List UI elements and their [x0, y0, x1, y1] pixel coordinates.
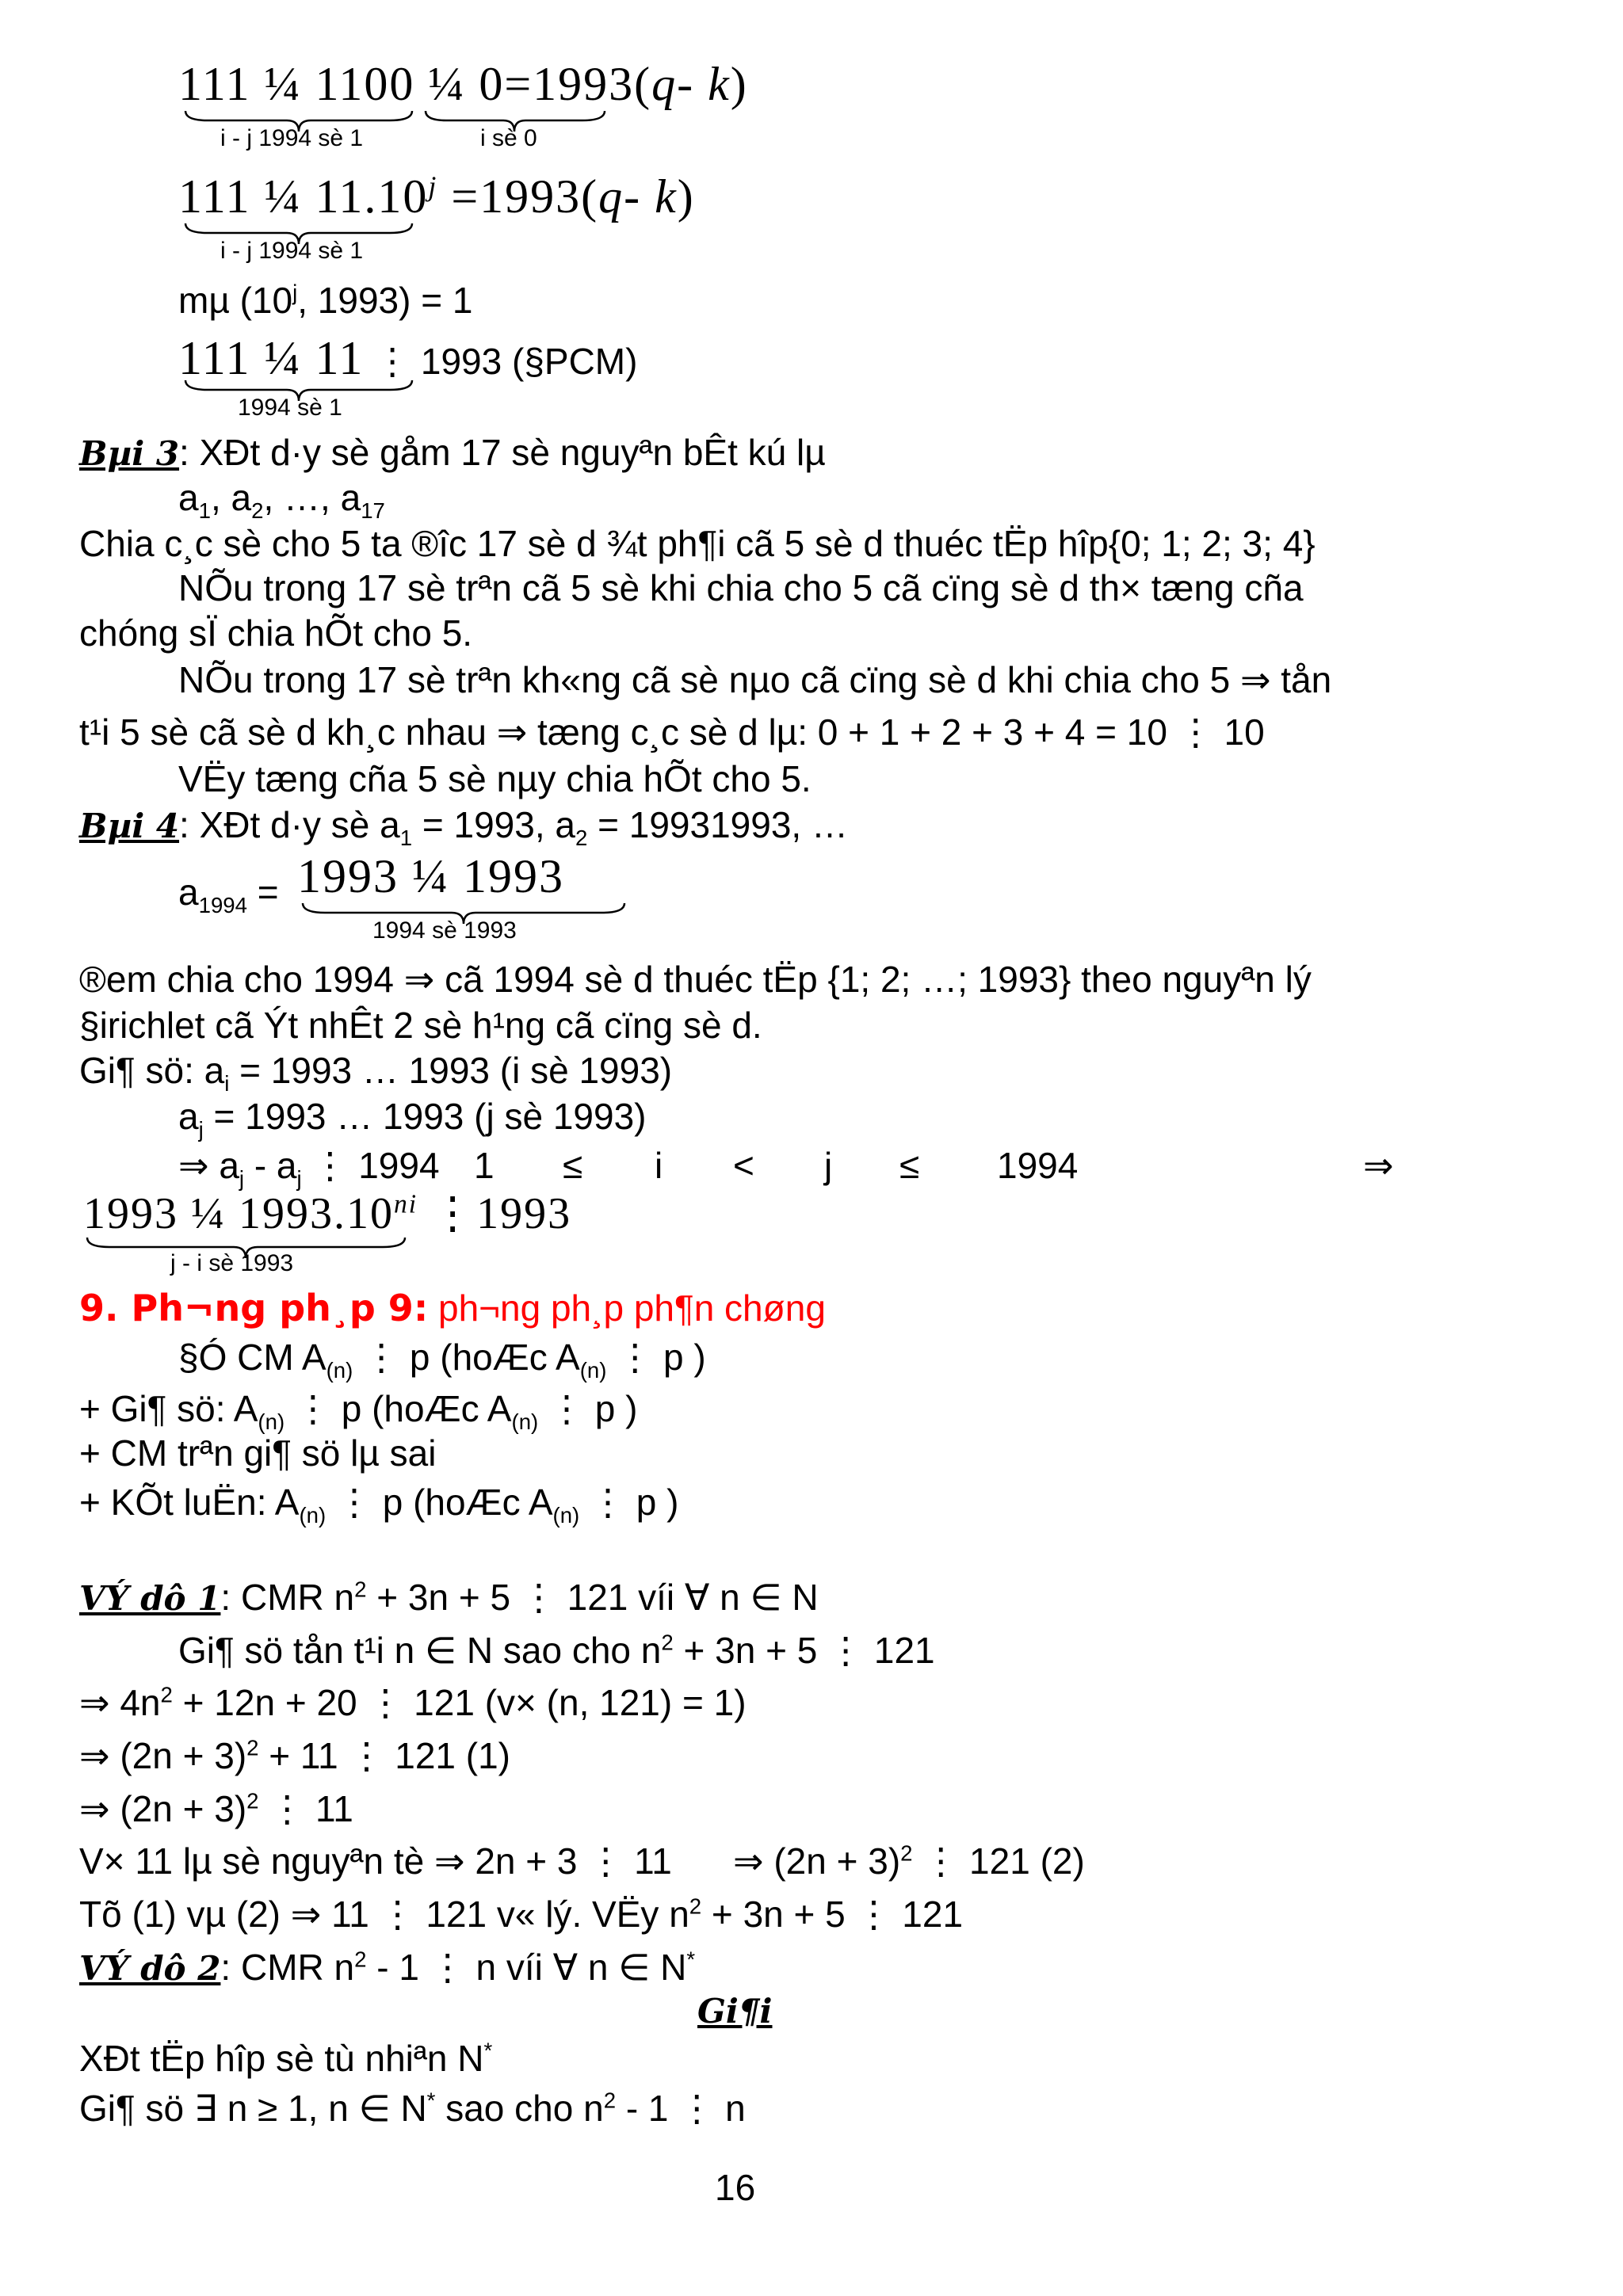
bai4-heading: Bµi 4 [79, 807, 180, 845]
imply-1994: 1994 [997, 1145, 1079, 1186]
text-neu1b: chóng sÏ chia hÕt cho 5. [79, 612, 473, 654]
eq1-part-a: 111 ¼ 11 [178, 58, 365, 110]
eq3-under: 1994 sè 1 [238, 395, 342, 421]
a1994-big: 1993 ¼ 1993 [297, 850, 564, 902]
text-dem2: §irichlet cã Ýt nhÊt 2 sè h¹ng cã cïng sè d. [79, 1005, 762, 1046]
vd2-heading: VÝ dô 2 [79, 1949, 221, 1988]
imply-j: j [824, 1145, 833, 1186]
bai3-heading: Bµi 3 [79, 434, 180, 473]
text-chia: Chia c¸c sè cho 5 ta ®îc 17 sè d ¾t ph¶i cã 5 sè d thuéc tËp hîp{0; 1; 2; 3; 4} [79, 523, 1316, 564]
text-gs2: + Gi¶ sö: $A_{(n)}$ ⋮ p (hoÆc $A_{(n)}$ ⋮ p ) [79, 1388, 638, 1435]
bai3-seq: $a_1$, $a_2$, …, $a_{17}$ [178, 477, 385, 524]
text-aj: $a_j = 1993$ … 1993 (j sè 1993) [178, 1096, 647, 1142]
vd1-line2: ⇒ $(2n + 3)^2 + 11$ ⋮ 121 (1) [79, 1735, 510, 1776]
imply-i: i [655, 1145, 663, 1186]
eq2-under: i - j 1994 sè 1 [220, 238, 364, 264]
text-cm: + CM trªn gi¶ sö lµ sai [79, 1432, 437, 1474]
vd1-line4b: ⇒ $(2n + 3)^2$ ⋮ 121 (2) [733, 1840, 1085, 1882]
vd1-line5: Tõ (1) vµ (2) ⇒ 11 ⋮ 121 v« lý. VËy $n^2 + 3n + 5$ ⋮ 121 [79, 1894, 964, 1935]
bai3-heading-line: Bµi 3: XÐt d·y sè gåm 17 sè nguyªn bÊt kú lµ [79, 432, 826, 473]
text-neu2b: t¹i 5 sè cã sè d kh¸c nhau ⇒ tæng c¸c sè d lµ: 0 + 1 + 2 + 3 + 4 = 10 ⋮ 10 [79, 711, 1265, 753]
vd1-line1: ⇒ $4n^2 + 12n + 20$ ⋮ 121 (v× (n, 121) = 1) [79, 1682, 747, 1723]
eq1-under-a: i - j 1994 sè 1 [220, 125, 364, 151]
eq1-under-b: i sè 0 [480, 125, 537, 151]
text-imply: ⇒ $a_j - a_j$ ⋮ 1994 [178, 1145, 440, 1192]
imply-1: 1 [474, 1145, 495, 1186]
mu-line: mµ (10$^j$, 1993) = 1 [178, 280, 473, 321]
text-gs-ai: Gi¶ sö: $a_i = 1993$ … 1993 (i sè 1993) [79, 1050, 673, 1097]
equation-4: 1993 ¼ $1993.10^{ni}$ ⋮1993 [83, 1189, 572, 1238]
vd1-gs: Gi¶ sö tån t¹i n ∈ N sao cho $n^2 + 3n + 5$ ⋮ 121 [178, 1630, 935, 1671]
vd1-heading-line: VÝ dô 1: CMR $n^2 + 3n + 5$ ⋮ 121 víi ∀ n ∈ N [79, 1577, 819, 1618]
a1994-line: $a_{1994}$ = [178, 871, 279, 918]
imply-le1: ≤ [563, 1145, 583, 1186]
eq1-part-b: 00 ¼ 0 [364, 58, 505, 110]
section-9-heading: 9. Ph¬ng ph¸p 9: ph¬ng ph¸p ph¶n chøng [79, 1287, 826, 1329]
text-xet: XÐt tËp hîp sè tù nhiªn N* [79, 2038, 493, 2079]
page-number: 16 [715, 2167, 756, 2208]
text-kl: + KÕt luËn: $A_{(n)}$ ⋮ p (hoÆc $A_{(n)}$ ⋮ p ) [79, 1482, 679, 1528]
imply-arrow: ⇒ [1363, 1145, 1394, 1186]
equation-2: 111 ¼ $11.10^j =1993(q-$ k) [178, 170, 695, 223]
text-dem1: ®em chia cho 1994 ⇒ cã 1994 sè d thuéc tËp {1; 2; …; 1993} theo nguyªn lý [79, 959, 1312, 1000]
imply-lt: < [733, 1145, 754, 1186]
a1994-under: 1994 sè 1993 [372, 917, 517, 944]
vd1-heading: VÝ dô 1 [79, 1579, 221, 1618]
text-neu2a: NÕu trong 17 sè trªn kh«ng cã sè nµo cã cïng sè d khi chia cho 5 ⇒ tån [178, 659, 1332, 700]
imply-le2: ≤ [899, 1145, 920, 1186]
equation-1: 111 ¼ 1100 ¼ 0=1993(q- k) [178, 58, 748, 110]
text-neu1a: NÕu trong 17 sè trªn cã 5 sè khi chia cho 5 cã cïng sè d th× tæng cña [178, 567, 1304, 608]
vd1-line4a: V× 11 lµ sè nguyªn tè ⇒ 2n + 3 ⋮ 11 [79, 1840, 672, 1882]
equation-3: 111 ¼ 11 ⋮ 1993 (§PCM) [178, 332, 638, 384]
text-vay1: VËy tæng cña 5 sè nµy chia hÕt cho 5. [178, 758, 812, 799]
text-gs3: Gi¶ sö ∃ n ≥ 1, n ∈ N* sao cho $n^2 - 1$ ⋮ n [79, 2088, 746, 2129]
eq4-under: j - i sè 1993 [170, 1250, 294, 1276]
vd1-line3: ⇒ $(2n + 3)^2$ ⋮ 11 [79, 1788, 353, 1829]
vd2-heading-line: VÝ dô 2: CMR $n^2 - 1$ ⋮ n víi ∀ n ∈ N* [79, 1947, 696, 1988]
giai-heading: Gi¶i [697, 1992, 773, 2031]
text-decm: §Ó CM $A_{(n)}$ ⋮ p (hoÆc $A_{(n)}$ ⋮ p ) [178, 1337, 706, 1383]
bai4-heading-line: Bµi 4: XÐt d·y sè $a_1 = 1993$, $a_2 = 19931993$, … [79, 804, 848, 851]
